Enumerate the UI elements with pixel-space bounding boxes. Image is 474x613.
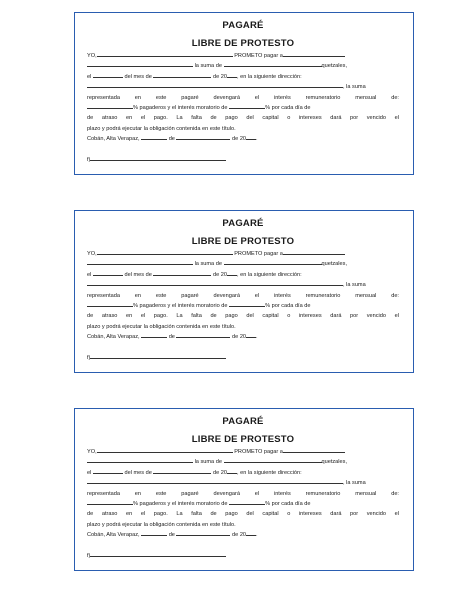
payee-blank[interactable] xyxy=(283,51,345,57)
line-fecha: el del mes de de 20 , en la siguiente dirección: xyxy=(87,469,302,476)
year-blank[interactable] xyxy=(227,468,237,474)
sign-month-blank[interactable] xyxy=(176,332,230,338)
line-lugar-fecha: Cobán, Alta Verapaz, de de 20 . xyxy=(87,532,258,539)
name-blank[interactable] xyxy=(97,447,233,453)
pagare-subtitle: LIBRE DE PROTESTO xyxy=(191,38,295,49)
line-plazo: plazo y podrá ejecutar la obligación contenida en este título. xyxy=(87,323,236,330)
month-blank[interactable] xyxy=(153,72,211,78)
amount-words-blank[interactable] xyxy=(87,259,193,265)
pagare-subtitle: LIBRE DE PROTESTO xyxy=(191,236,295,247)
line-suma: la suma de quetzales, xyxy=(87,259,399,269)
payee-blank[interactable] xyxy=(283,447,345,453)
line-plazo: plazo y podrá ejecutar la obligación contenida en este título. xyxy=(87,125,236,132)
line-interes: representada en este pagaré devengará el interés remuneratorio mensual de: xyxy=(87,490,399,497)
pagare-card-2 xyxy=(74,210,414,373)
sign-year-blank[interactable] xyxy=(246,134,256,140)
line-firma: f) xyxy=(87,155,399,165)
month-blank[interactable] xyxy=(153,468,211,474)
amount-blank[interactable] xyxy=(224,259,322,265)
day-blank[interactable] xyxy=(93,72,123,78)
amount-words-blank[interactable] xyxy=(87,61,193,67)
day-blank[interactable] xyxy=(93,270,123,276)
line-suma: la suma de quetzales, xyxy=(87,61,399,71)
sign-month-blank[interactable] xyxy=(176,134,230,140)
pagare-title: PAGARÉ xyxy=(222,218,264,229)
late-interest-blank[interactable] xyxy=(229,103,265,109)
pagare-card-3 xyxy=(74,408,414,571)
line-firma: f) xyxy=(87,551,399,561)
line-interes: representada en este pagaré devengará el interés remuneratorio mensual de: xyxy=(87,292,399,299)
sign-day-blank[interactable] xyxy=(141,530,167,536)
late-interest-blank[interactable] xyxy=(229,499,265,505)
signature-blank[interactable] xyxy=(90,353,226,359)
line-interes: representada en este pagaré devengará el interés remuneratorio mensual de: xyxy=(87,94,399,101)
line-yo: YO, PROMETO pagar a xyxy=(87,447,399,457)
day-blank[interactable] xyxy=(93,468,123,474)
interest-blank[interactable] xyxy=(87,499,133,505)
interest-blank[interactable] xyxy=(87,103,133,109)
sign-month-blank[interactable] xyxy=(176,530,230,536)
line-fecha: el del mes de de 20 , en la siguiente dirección: xyxy=(87,271,302,278)
line-direccion: , la suma xyxy=(87,82,399,92)
line-atraso: de atraso en el pago. La falta de pago del capital o intereses dará por vencido el xyxy=(87,511,399,518)
line-yo: YO, PROMETO pagar a xyxy=(87,249,399,259)
line-firma: f) xyxy=(87,353,399,363)
year-blank[interactable] xyxy=(227,72,237,78)
line-lugar-fecha: Cobán, Alta Verapaz, de de 20 . xyxy=(87,334,258,341)
interest-blank[interactable] xyxy=(87,301,133,307)
signature-blank[interactable] xyxy=(90,551,226,557)
line-moratorio: % pagaderos y el interés moratorio de % por cada día de xyxy=(87,301,399,311)
signature-blank[interactable] xyxy=(90,155,226,161)
amount-blank[interactable] xyxy=(224,61,322,67)
late-interest-blank[interactable] xyxy=(229,301,265,307)
year-blank[interactable] xyxy=(227,270,237,276)
address-blank[interactable] xyxy=(87,280,343,286)
pagare-subtitle: LIBRE DE PROTESTO xyxy=(191,434,295,445)
sign-day-blank[interactable] xyxy=(141,134,167,140)
name-blank[interactable] xyxy=(97,51,233,57)
line-plazo: plazo y podrá ejecutar la obligación contenida en este título. xyxy=(87,521,236,528)
line-suma: la suma de quetzales, xyxy=(87,457,399,467)
line-fecha: el del mes de de 20 , en la siguiente dirección: xyxy=(87,73,302,80)
pagare-title: PAGARÉ xyxy=(222,416,264,427)
sign-day-blank[interactable] xyxy=(141,332,167,338)
name-blank[interactable] xyxy=(97,249,233,255)
line-yo: YO, PROMETO pagar a xyxy=(87,51,399,61)
line-direccion: , la suma xyxy=(87,478,399,488)
line-moratorio: % pagaderos y el interés moratorio de % por cada día de xyxy=(87,499,399,509)
sign-year-blank[interactable] xyxy=(246,530,256,536)
amount-blank[interactable] xyxy=(224,457,322,463)
line-direccion: , la suma xyxy=(87,280,399,290)
pagare-card-1 xyxy=(74,12,414,175)
payee-blank[interactable] xyxy=(283,249,345,255)
address-blank[interactable] xyxy=(87,82,343,88)
sign-year-blank[interactable] xyxy=(246,332,256,338)
line-lugar-fecha: Cobán, Alta Verapaz, de de 20 . xyxy=(87,136,258,143)
pagare-title: PAGARÉ xyxy=(222,20,264,31)
line-atraso: de atraso en el pago. La falta de pago del capital o intereses dará por vencido el xyxy=(87,313,399,320)
amount-words-blank[interactable] xyxy=(87,457,193,463)
line-atraso: de atraso en el pago. La falta de pago del capital o intereses dará por vencido el xyxy=(87,115,399,122)
month-blank[interactable] xyxy=(153,270,211,276)
address-blank[interactable] xyxy=(87,478,343,484)
line-moratorio: % pagaderos y el interés moratorio de % por cada día de xyxy=(87,103,399,113)
